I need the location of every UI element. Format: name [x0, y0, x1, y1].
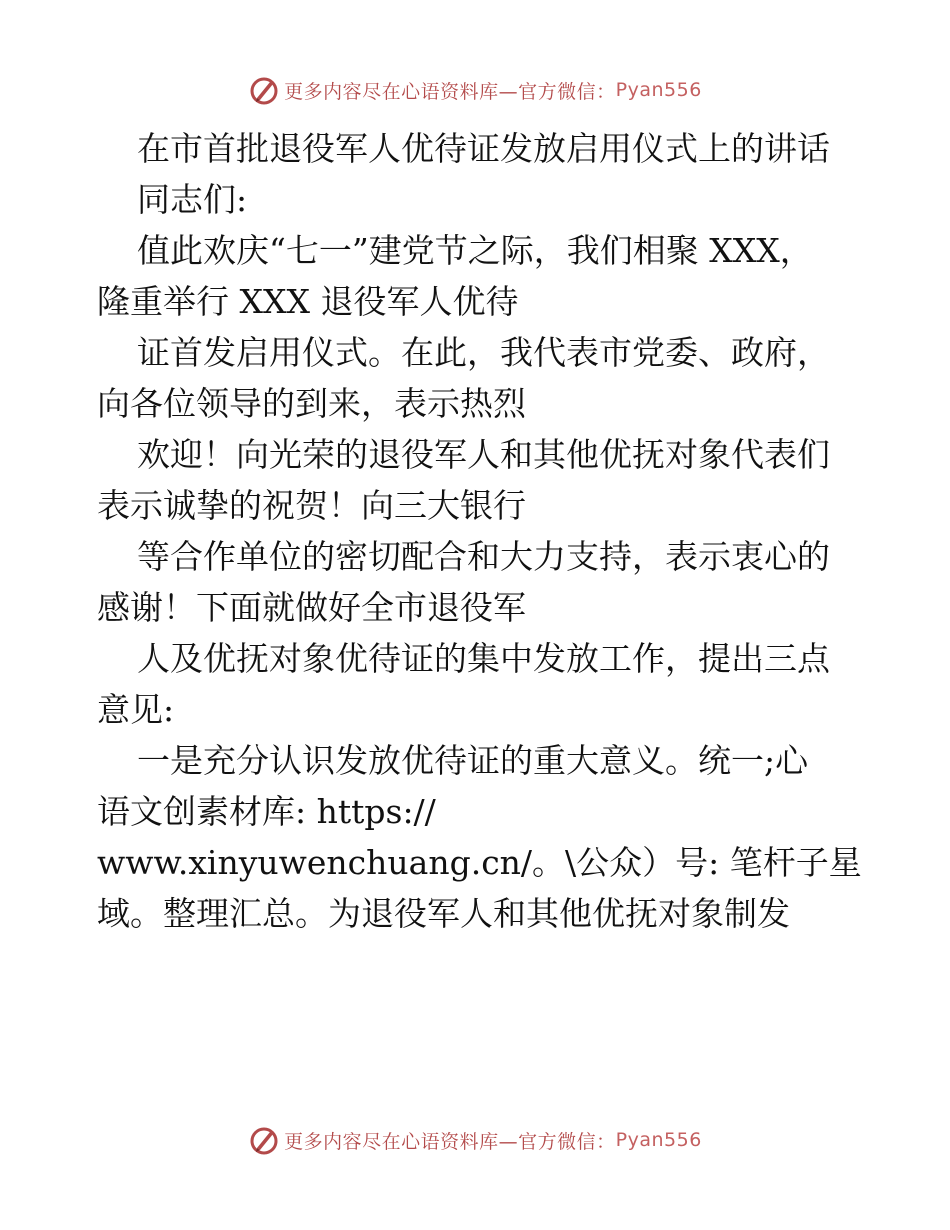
- text-line: 语文创素材库: https://: [97, 792, 436, 831]
- watermark-wechat-id: Pyan556: [615, 79, 702, 101]
- document-title: 在市首批退役军人优待证发放启用仪式上的讲话: [137, 129, 830, 168]
- text-line: 等合作单位的密切配合和大力支持，表示衷心的: [137, 537, 830, 576]
- text-line: 同志们:: [137, 180, 248, 219]
- text-line: 一是充分认识发放优待证的重大意义。统一;心: [137, 741, 809, 780]
- text-line: www.xinyuwenchuang.cn/。\公众）号: 笔杆子星: [97, 843, 862, 882]
- watermark-footer: [0, 1120, 950, 1160]
- text-line: 向各位领导的到来，表示热烈: [97, 384, 526, 423]
- text-line: 感谢！下面就做好全市退役军: [97, 588, 526, 627]
- text-line: 域。整理汇总。为退役军人和其他优抚对象制发: [97, 894, 790, 933]
- text-line: 证首发启用仪式。在此，我代表市党委、政府，: [137, 333, 830, 372]
- watermark-header: [0, 70, 950, 110]
- document-body: [97, 123, 862, 939]
- watermark-text: 更多内容尽在心语资料库—官方微信：: [284, 80, 616, 103]
- watermark-text: 更多内容尽在心语资料库—官方微信：: [284, 1130, 616, 1153]
- text-line: 表示诚挚的祝贺！向三大银行: [97, 486, 526, 525]
- text-line: 值此欢庆“七一”建党节之际，我们相聚 XXX，: [137, 231, 813, 270]
- text-line: 隆重举行 XXX 退役军人优待: [97, 282, 519, 321]
- pen-circle-logo-icon: [248, 74, 280, 106]
- text-line: 意见:: [97, 690, 175, 729]
- text-line: 人及优抚对象优待证的集中发放工作，提出三点: [137, 639, 830, 678]
- pen-circle-logo-icon: [248, 1124, 280, 1156]
- watermark-wechat-id: Pyan556: [615, 1129, 702, 1151]
- text-line: 欢迎！向光荣的退役军人和其他优抚对象代表们: [137, 435, 830, 474]
